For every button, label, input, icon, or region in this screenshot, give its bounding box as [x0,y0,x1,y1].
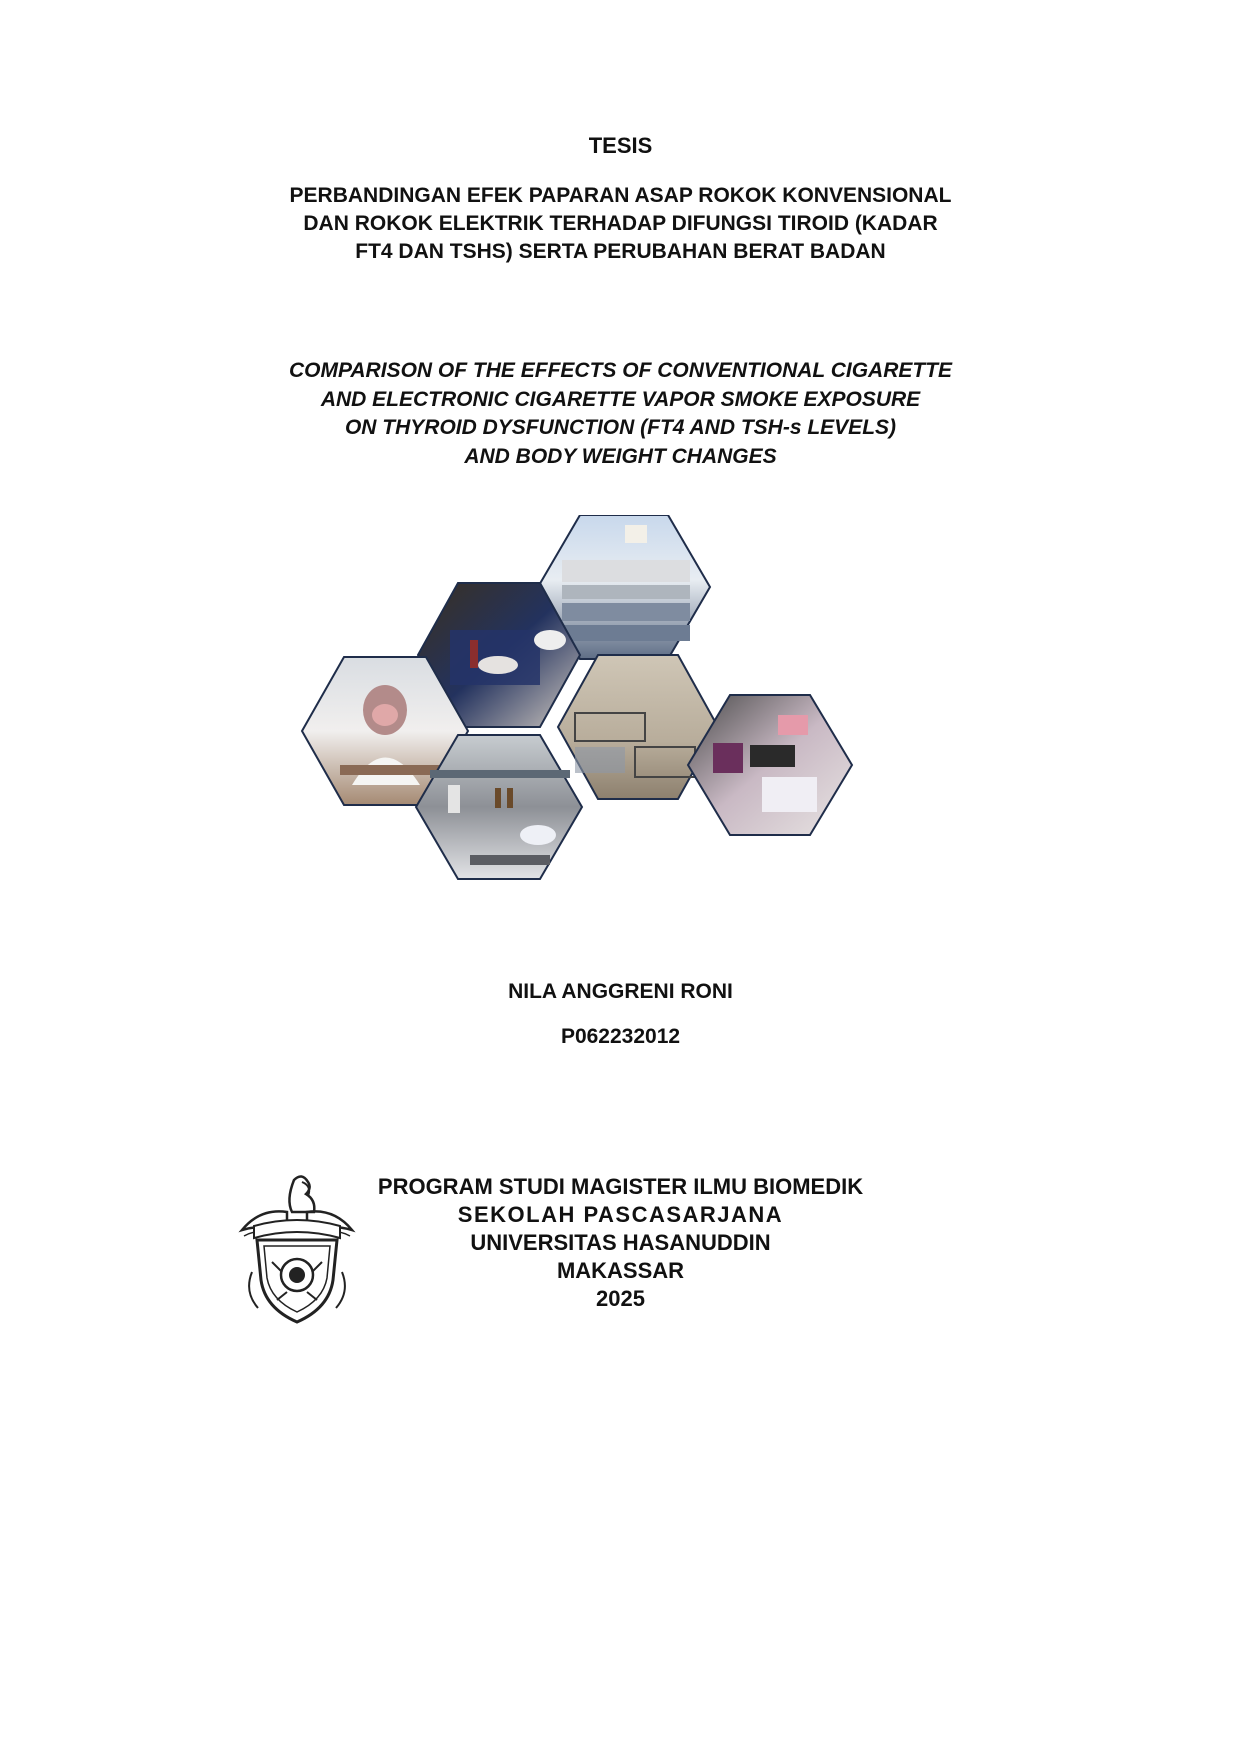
title-id-line: FT4 DAN TSHS) SERTA PERUBAHAN BERAT BADAN [355,240,886,263]
program-name: PROGRAM STUDI MAGISTER ILMU BIOMEDIK [377,1174,864,1199]
title-en-line: AND ELECTRONIC CIGARETTE VAPOR SMOKE EXPOSURE [320,387,921,411]
university-name: UNIVERSITAS HASANUDDIN [470,1230,771,1255]
photo-collage [300,515,940,945]
school-name: SEKOLAH PASCASARJANA [457,1202,784,1227]
institution-block [0,1173,1241,1313]
city: MAKASSAR [556,1258,685,1283]
title-english [0,357,1241,471]
title-indonesian [0,182,1241,266]
animal-exposure-chambers-photo [558,655,718,799]
year: 2025 [596,1286,645,1311]
title-id-line: PERBANDINGAN EFEK PAPARAN ASAP ROKOK KONVENSIONAL [289,184,952,207]
student-id: P062232012 [560,1025,681,1048]
document-type: TESIS [588,133,653,158]
title-id-line: DAN ROKOK ELEKTRIK TERHADAP DIFUNGSI TIROID (KADAR [303,212,938,235]
author-name: NILA ANGGRENI RONI [508,980,733,1003]
title-en-line: ON THYROID DYSFUNCTION (FT4 AND TSH-s LEVELS) [344,416,897,439]
title-en-line: AND BODY WEIGHT CHANGES [464,444,777,468]
title-en-line: COMPARISON OF THE EFFECTS OF CONVENTIONAL CIGARETTE [288,359,953,382]
